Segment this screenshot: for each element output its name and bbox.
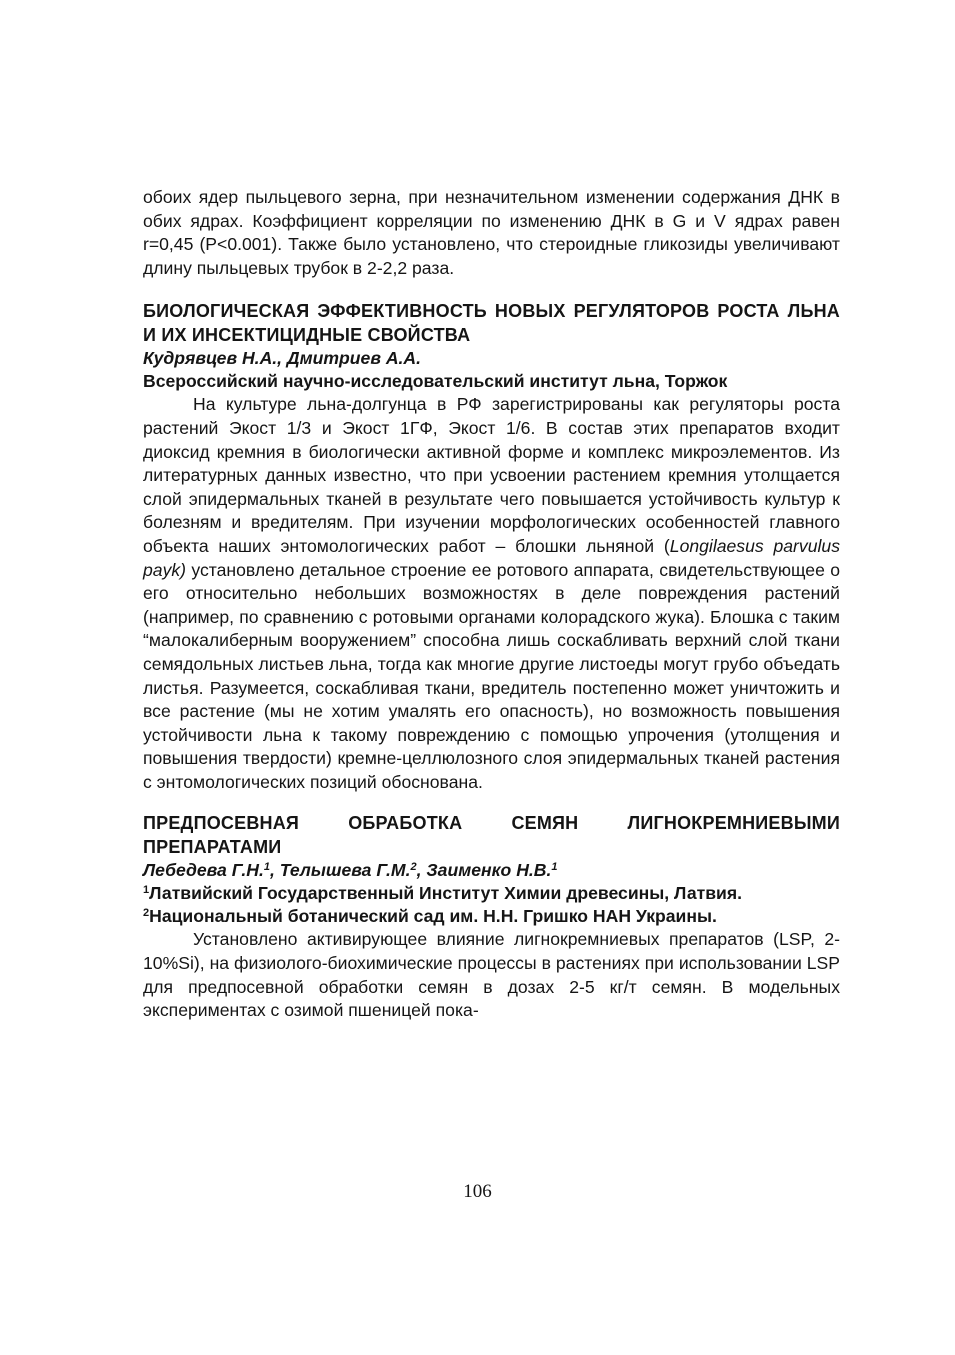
article2-author1-sup: 1: [263, 861, 271, 874]
article2-author2-sup: 2: [410, 861, 417, 874]
article2-affil1-sup: 1: [143, 884, 150, 897]
article2-author2: Телышева Г.М.: [279, 860, 411, 881]
article2-author3: Заименко Н.В.: [426, 860, 552, 881]
article2-author1: Лебедева Г.Н.: [143, 860, 264, 881]
article1-body-part1: На культуре льна-долгунца в РФ зарегистрированы как регуляторы роста растений Экост 1/3 и Экост 1ГФ, Экост 1/6. В состав этих препаратов входит диоксид кремния в биологически активной форме и комплекс микроэлементов. Из литературных данных известно, что при усвоении растением кремния утолщается слой эпидермальных тканей в результате чего повышается устойчивость культур к болезням и вредителям. При изучении морфологических особенностей главного объекта наших энтомологических работ – блошки льняной (: [143, 394, 840, 556]
article2-title: ПРЕДПОСЕВНАЯ ОБРАБОТКА СЕМЯН ЛИГНОКРЕМНИЕВЫМИ ПРЕПАРАТАМИ: [143, 813, 840, 858]
article2-body: Установлено активирующее влияние лигнокремниевых препаратов (LSP, 2-10%Si), на физиолого-биохимические процессы в растениях при использовании LSP для предпосевной обработки семян в дозах 2-5 кг/т семян. В модельных экспериментах с озимой пшеницей пока-: [143, 929, 840, 1021]
text-column: [143, 186, 840, 1023]
article2-affil2-text: Национальный ботанический сад им. Н.Н. Гришко НАН Украины.: [149, 906, 717, 927]
article1-authors: Кудрявцев Н.А., Дмитриев А.А.: [143, 348, 422, 369]
article2-affiliation-2: [143, 905, 840, 928]
intro-paragraph: обоих ядер пыльцевого зерна, при незначительном изменении содержания ДНК в обих ядрах. Коэффициент корреляции по изменению ДНК в G и V ядрах равен r=0,45 (P<0.001). Также было установлено, что стероидные гликозиды увеличивают длину пыльцевых трубок в 2-2,2 раза.: [143, 187, 840, 278]
article2-affiliation-1: [143, 882, 840, 905]
article2-authors: Лебедева Г.Н.$^1$, Телышева Г.М.$^2$, Заименко Н.В.$^1$: [143, 860, 558, 881]
article1-body: [143, 393, 840, 794]
article2-affil1-text: Латвийский Государственный Институт Химии древесины, Латвия.: [149, 883, 743, 904]
article1-body-latin: Longilaesus parvulus payk): [143, 535, 840, 580]
article1-title: БИОЛОГИЧЕСКАЯ ЭФФЕКТИВНОСТЬ НОВЫХ РЕГУЛЯТОРОВ РОСТА ЛЬНА И ИХ ИНСЕКТИЦИДНЫЕ СВОЙСТВА: [143, 301, 840, 346]
article2-author3-sup: 1: [551, 861, 558, 874]
article1-body-part2: установлено детальное строение ее ротового аппарата, свидетельствующее о его относительно небольших возможностях в деле повреждения растений (например, по сравнению с ротовыми органами колорадского жука). Блошка с таким “малокалиберным вооружением” способна лишь соскабливать верхний слой ткани семядольных листьев льна, тогда как многие другие листоеды могут грубо объедать листья. Разумеется, соскабливая ткани, вредитель постепенно может уничтожить и все растение (мы не хотим умалять его опасность), но возможность повышения устойчивости льна к такому повреждению с помощью упрочения (утолщения и повышения твердости) кремне-целлюлозного слоя эпидермальных тканей растения с энтомологических позиций обоснована.: [143, 559, 840, 792]
page-number: 106: [463, 1181, 492, 1202]
article2-affil2-sup: 2: [143, 907, 150, 920]
article1-affiliation: Всероссийский научно-исследовательский институт льна, Торжок: [143, 371, 728, 392]
